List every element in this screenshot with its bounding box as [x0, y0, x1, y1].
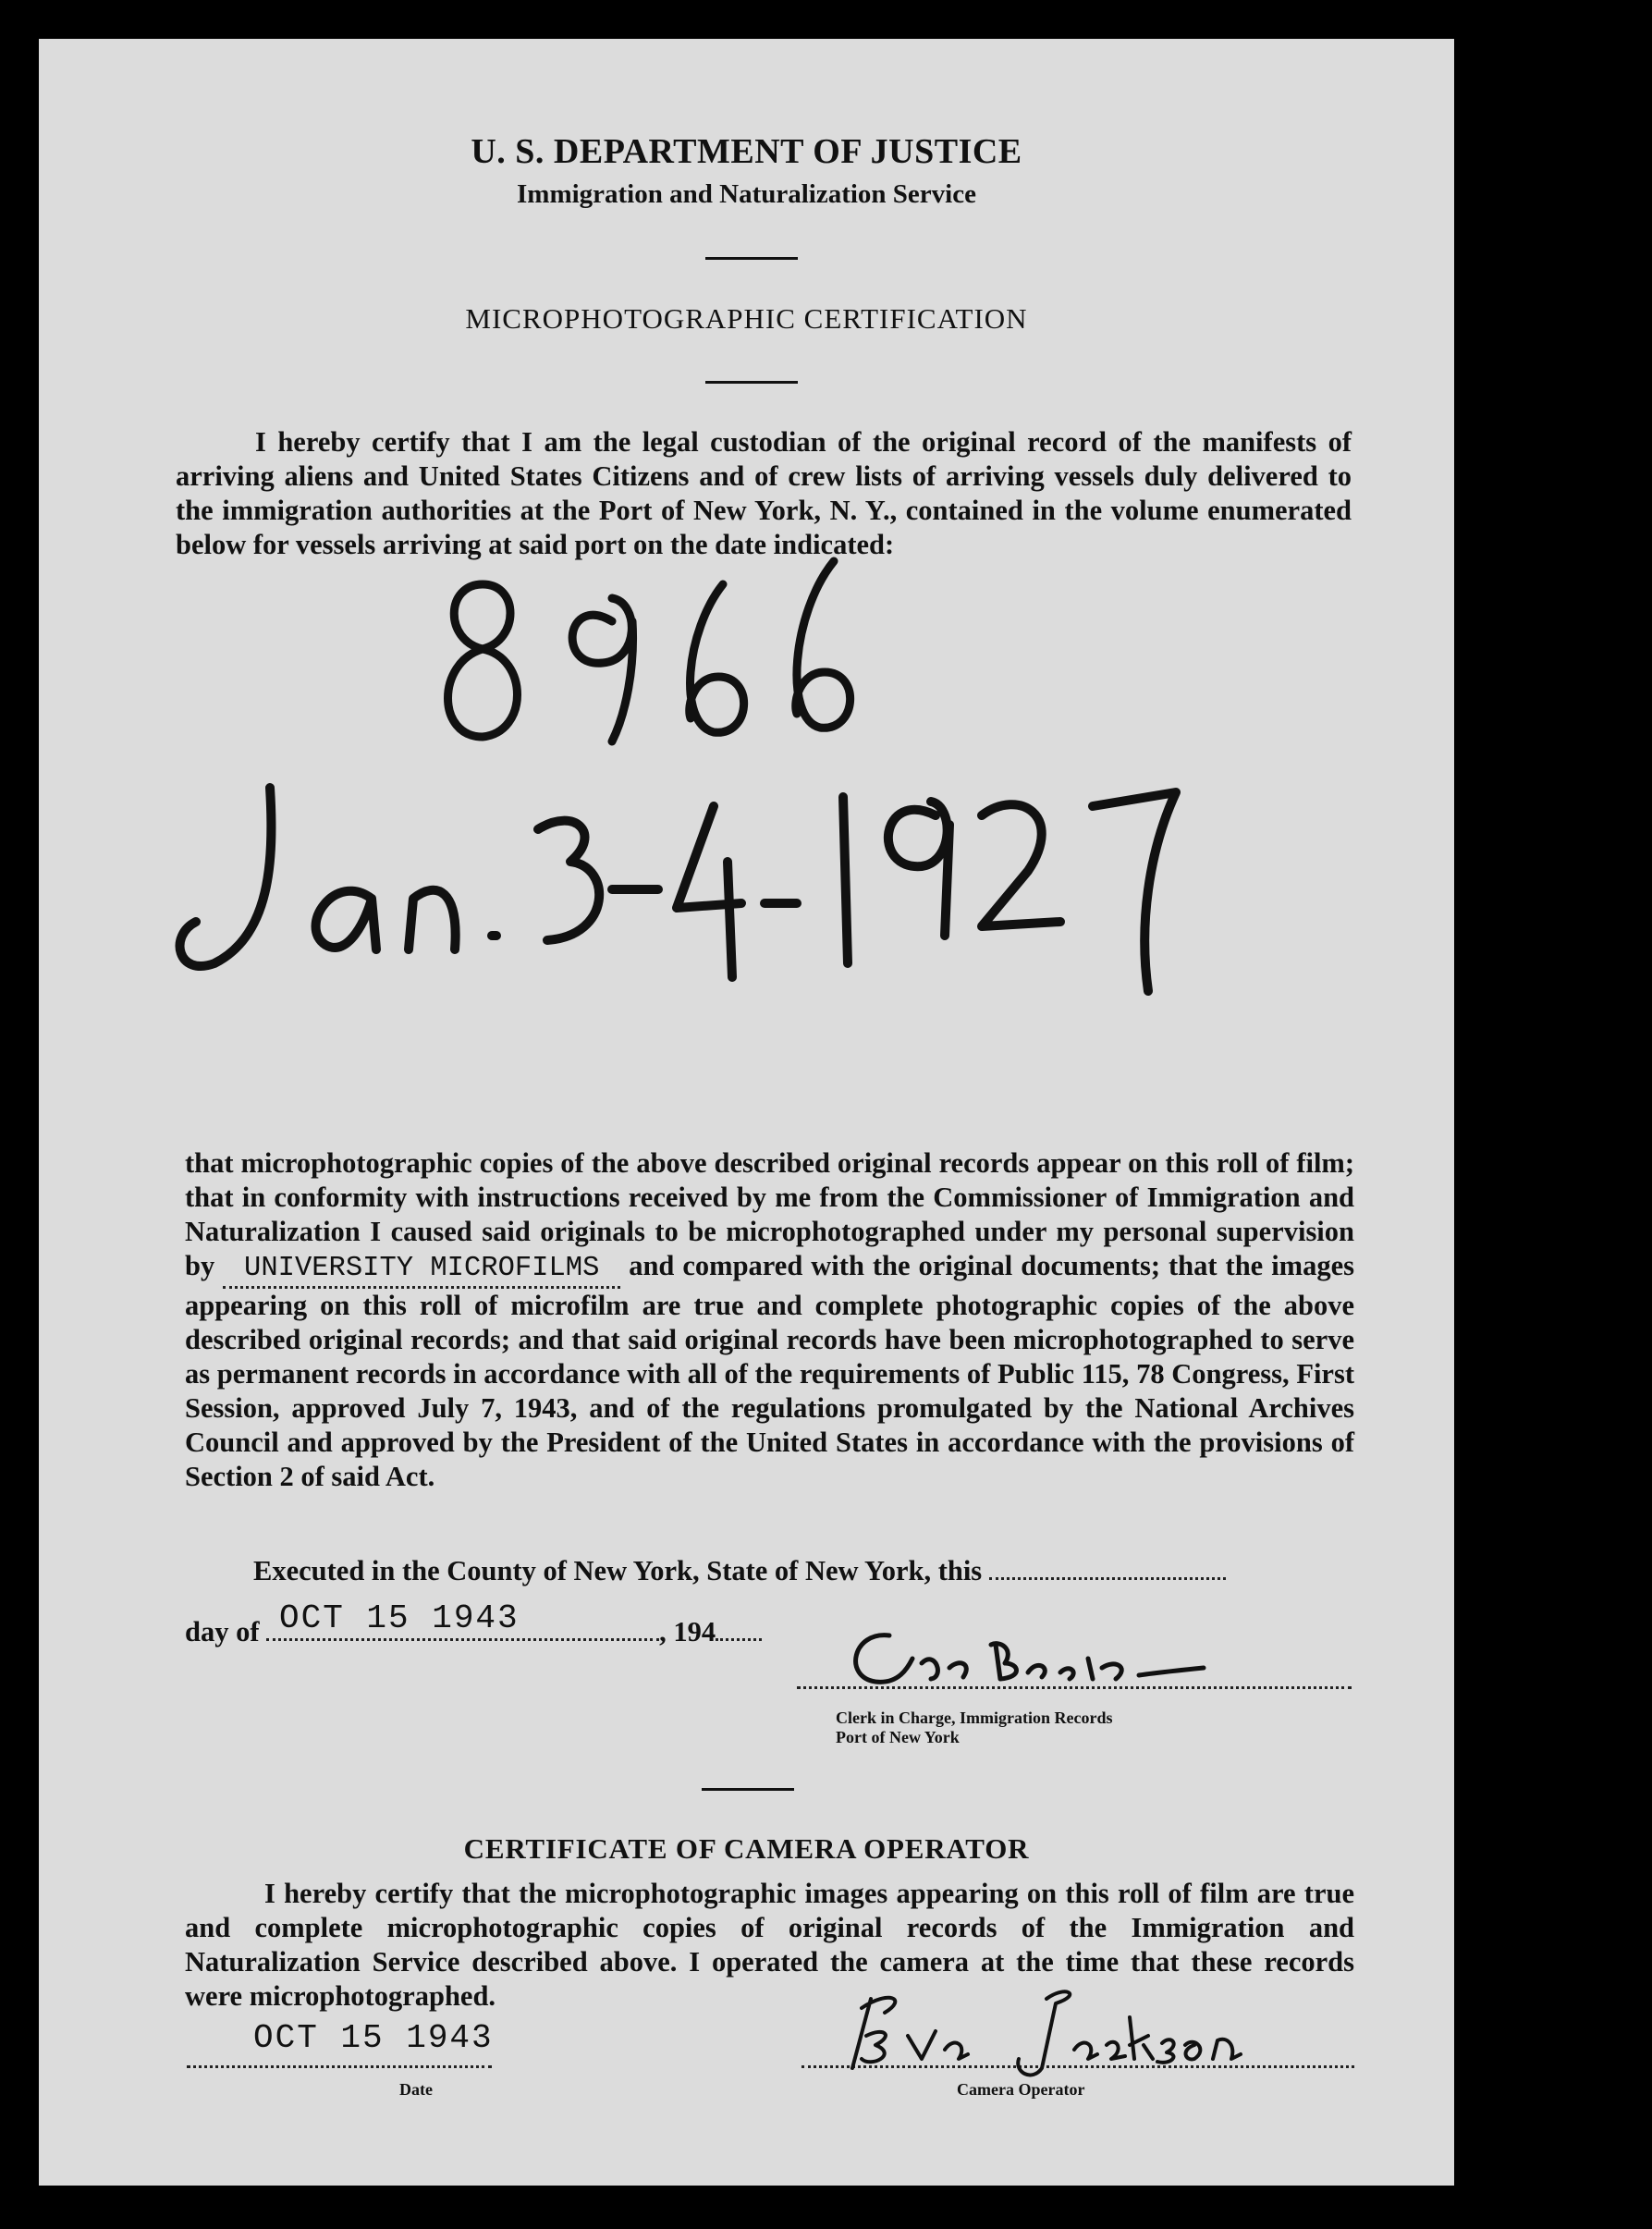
intro-paragraph [176, 425, 1352, 562]
executed-dots [989, 1577, 1226, 1580]
day-of-field [266, 1638, 659, 1641]
service-subheading: Immigration and Naturalization Service [517, 179, 976, 209]
supervisor-field [223, 1249, 620, 1289]
certification-title: MICROPHOTOGRAPHIC CERTIFICATION [465, 302, 1028, 335]
year-dots [716, 1638, 762, 1641]
intro-text: I hereby certify that I am the legal custodian of the original record of the manifests of arriving aliens and United States Citizens and of crew lists of arriving vessels duly delivered to the immigration authorities at the Port of New York, N. Y., contained in the volume enumerated below for vessels arriving at said port on the date indicated: [176, 426, 1352, 560]
handwritten-dates [159, 751, 1296, 1028]
operator-label: Camera Operator [957, 2080, 1085, 2099]
executed-line [253, 1555, 1226, 1587]
clerk-title [836, 1708, 1112, 1747]
year-label: 194 [673, 1616, 716, 1647]
stamped-date-camera: OCT 15 1943 [253, 2019, 494, 2057]
body-text-part1: that microphotographic copies of the above described original records appear on this roll of film; that in conformity with instructions received by me from the Commissioner of Immigration and Naturalization I caused said originals to be microphotographed under my personal supervision by [185, 1147, 1354, 1281]
department-heading: U. S. DEPARTMENT OF JUSTICE [471, 132, 1022, 171]
divider-3 [702, 1788, 794, 1791]
date-label: Date [399, 2080, 433, 2099]
body-text-part2: and compared with the original documents; that the images appearing on this roll of microfilm are true and complete photographic copies of the above described original records; and that said original records have been microphotographed to serve as permanent records in accordance with all of the requirements of Public 115, 78 Congress, First Session, approved July 7, 1943, and of the regulations promulgated by the National Archives Council and approved by the President of the United States in accordance with the provisions of Section 2 of said Act. [185, 1250, 1354, 1492]
day-of-label: day of [185, 1616, 260, 1647]
day-of-line: day of , 194 [185, 1616, 762, 1648]
clerk-signature-image [834, 1622, 1222, 1696]
date-line [187, 2065, 492, 2068]
clerk-title-line1: Clerk in Charge, Immigration Records [836, 1708, 1113, 1727]
camera-certificate-text: I hereby certify that the microphotographic images appearing on this roll of film are true and complete microphotographic copies of original records of the Immigration and Naturalization Service described above. I operated the camera at the time that these records were microphotographed. [185, 1878, 1354, 2012]
executed-text: Executed in the County of New York, State of New York, this [253, 1555, 983, 1586]
divider-1 [705, 257, 798, 260]
divider-2 [705, 381, 798, 384]
operator-signature-image [834, 1980, 1333, 2082]
body-paragraph [185, 1146, 1354, 1494]
stamped-date-execution: OCT 15 1943 [279, 1599, 520, 1637]
camera-certificate-title: CERTIFICATE OF CAMERA OPERATOR [463, 1832, 1030, 1865]
typed-company: UNIVERSITY MICROFILMS [244, 1253, 600, 1284]
clerk-title-line2: Port of New York [836, 1728, 960, 1746]
handwritten-volume-number [427, 557, 871, 760]
certificate-page [39, 39, 1454, 2186]
